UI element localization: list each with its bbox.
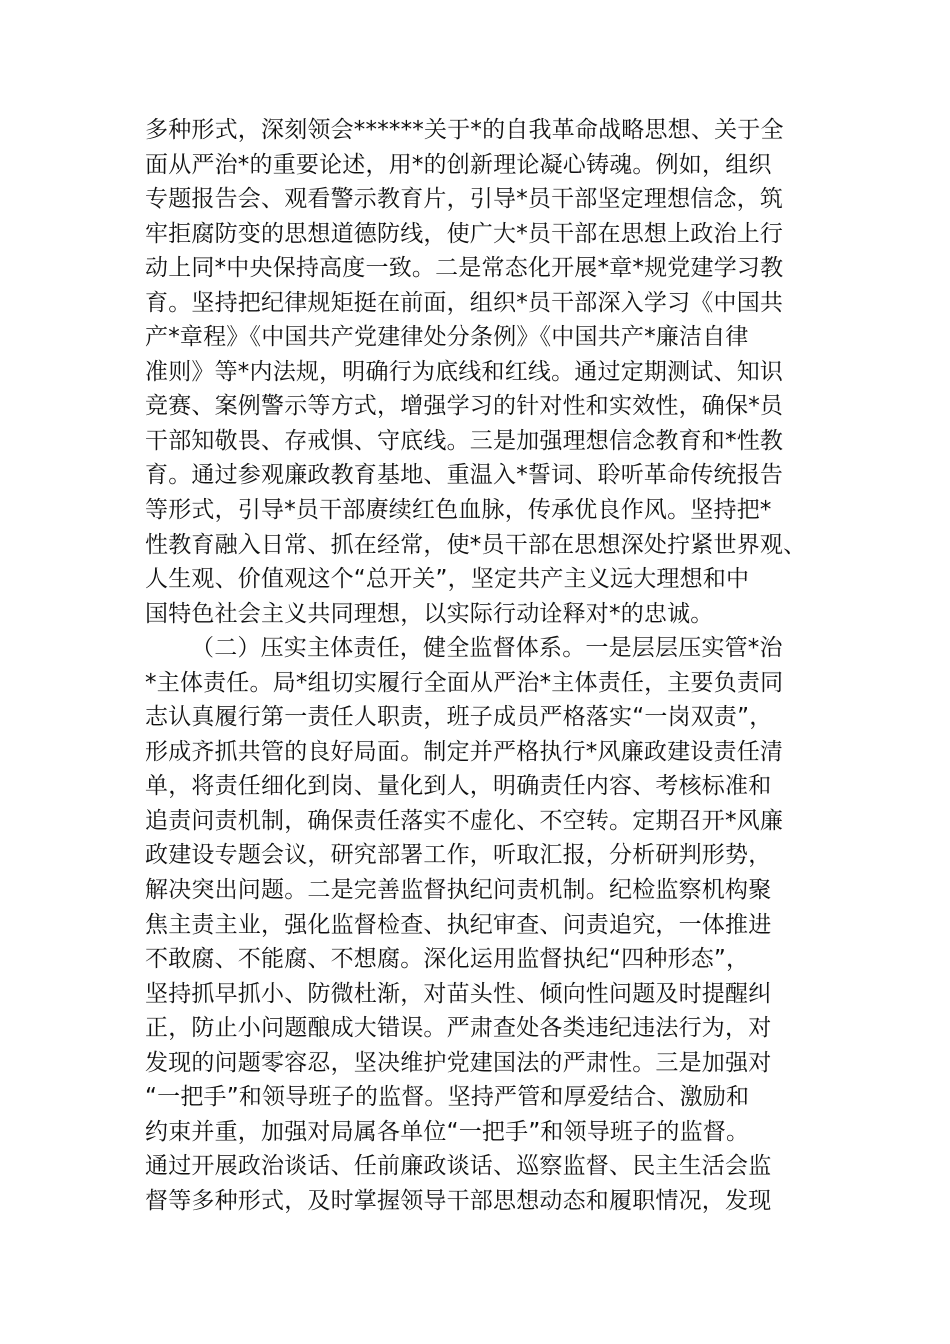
text-line: 焦主责主业，强化监督检查、执纪审查、问责追究，一体推进 bbox=[145, 911, 772, 938]
text-line: *主体责任。局*组切实履行全面从严治*主体责任，主要负责同 bbox=[145, 669, 784, 696]
text-line: 政建设专题会议，研究部署工作，听取汇报，分析研判形势， bbox=[145, 842, 772, 869]
text-line: 性教育融入日常、抓在经常，使*员干部在思想深处拧紧世界观、 bbox=[145, 531, 807, 558]
text-line: 竞赛、案例警示等方式，增强学习的针对性和实效性，确保*员 bbox=[145, 393, 784, 420]
text-line: 通过开展政治谈话、任前廉政谈话、巡察监督、民主生活会监 bbox=[145, 1153, 772, 1180]
text-line: 牢拒腐防变的思想道德防线，使广大*员干部在思想上政治上行 bbox=[145, 220, 784, 247]
text-line: 志认真履行第一责任人职责，班子成员严格落实“一岗双责”， bbox=[145, 704, 773, 731]
text-line: 形成齐抓共管的良好局面。制定并严格执行*风廉政建设责任清 bbox=[145, 738, 784, 765]
text-line: 追责问责机制，确保责任落实不虚化、不空转。定期召开*风廉 bbox=[145, 807, 784, 834]
text-line: 面从严治*的重要论述，用*的创新理论凝心铸魂。例如，组织 bbox=[145, 151, 772, 178]
text-line: 单，将责任细化到岗、量化到人，明确责任内容、考核标准和 bbox=[145, 773, 772, 800]
document-body bbox=[145, 113, 825, 1219]
text-line: 干部知敬畏、存戒惧、守底线。三是加强理想信念教育和*性教 bbox=[145, 427, 784, 454]
text-line: 不敢腐、不能腐、不想腐。深化运用监督执纪“四种形态”， bbox=[145, 946, 750, 973]
text-line: 人生观、价值观这个“总开关”，坚定共产主义远大理想和中 bbox=[145, 566, 750, 593]
text-line: 解决突出问题。二是完善监督执纪问责机制。纪检监察机构聚 bbox=[145, 877, 772, 904]
text-line: 多种形式，深刻领会******关于*的自我革命战略思想、关于全 bbox=[145, 117, 784, 143]
text-line: 约束并重，加强对局属各单位“一把手”和领导班子的监督。 bbox=[145, 1118, 750, 1145]
text-line: 正，防止小问题酿成大错误。严肃查处各类违纪违法行为，对 bbox=[145, 1015, 772, 1042]
text-line: 督等多种形式，及时掌握领导干部思想动态和履职情况，发现 bbox=[145, 1187, 772, 1214]
text-line: 坚持抓早抓小、防微杜渐，对苗头性、倾向性问题及时提醒纠 bbox=[145, 980, 772, 1007]
text-line: “一把手”和领导班子的监督。坚持严管和厚爱结合、激励和 bbox=[145, 1084, 750, 1111]
text-line: 专题报告会、观看警示教育片，引导*员干部坚定理想信念，筑 bbox=[145, 186, 784, 213]
text-line: 准则》等*内法规，明确行为底线和红线。通过定期测试、知识 bbox=[145, 358, 784, 385]
section-heading-line: （二）压实主体责任，健全监督体系。一是层层压实管*治 bbox=[191, 635, 783, 662]
text-line: 等形式，引导*员干部赓续红色血脉，传承优良作风。坚持把* bbox=[145, 497, 772, 524]
text-line: 国特色社会主义共同理想，以实际行动诠释对*的忠诚。 bbox=[145, 600, 714, 627]
text-line: 育。坚持把纪律规矩挺在前面，组织*员干部深入学习《中国共 bbox=[145, 289, 784, 316]
text-line: 育。通过参观廉政教育基地、重温入*誓词、聆听革命传统报告 bbox=[145, 462, 784, 489]
text-line: 发现的问题零容忍，坚决维护党建国法的严肃性。三是加强对 bbox=[145, 1049, 772, 1076]
text-line: 产*章程》《中国共产党建律处分条例》《中国共产*廉洁自律 bbox=[145, 324, 749, 351]
text-line: 动上同*中央保持高度一致。二是常态化开展*章*规党建学习教 bbox=[145, 255, 784, 282]
